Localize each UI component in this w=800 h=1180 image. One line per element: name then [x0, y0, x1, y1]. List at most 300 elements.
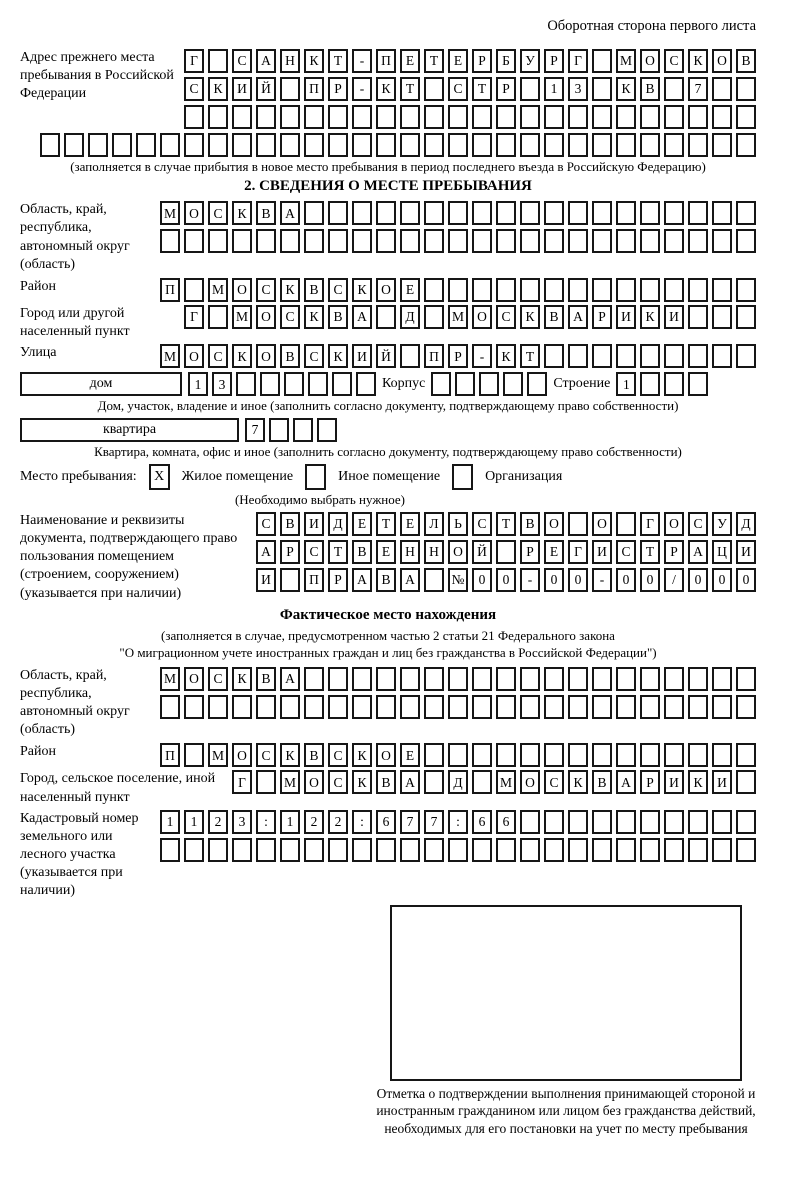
char-cell[interactable]: М — [616, 49, 636, 73]
char-cell[interactable] — [496, 838, 516, 862]
char-cell[interactable] — [688, 695, 708, 719]
char-cell[interactable]: 7 — [424, 810, 444, 834]
char-cell[interactable] — [472, 229, 492, 253]
char-cell[interactable]: 2 — [208, 810, 228, 834]
char-cell[interactable] — [712, 344, 732, 368]
char-cell[interactable]: 1 — [184, 810, 204, 834]
char-cell[interactable] — [400, 667, 420, 691]
char-cell[interactable]: К — [328, 344, 348, 368]
char-cell[interactable] — [352, 105, 372, 129]
char-cell[interactable]: И — [664, 770, 684, 794]
char-cell[interactable] — [448, 695, 468, 719]
char-cell[interactable] — [544, 278, 564, 302]
char-cell[interactable]: М — [280, 770, 300, 794]
char-cell[interactable] — [616, 810, 636, 834]
char-cell[interactable] — [592, 49, 612, 73]
char-cell[interactable]: В — [592, 770, 612, 794]
char-cell[interactable]: П — [160, 743, 180, 767]
char-cell[interactable]: П — [160, 278, 180, 302]
char-cell[interactable] — [448, 667, 468, 691]
char-cell[interactable]: Р — [496, 77, 516, 101]
char-cell[interactable]: О — [544, 512, 564, 536]
char-cell[interactable] — [448, 743, 468, 767]
char-cell[interactable] — [496, 540, 516, 564]
char-cell[interactable]: А — [616, 770, 636, 794]
char-cell[interactable] — [448, 201, 468, 225]
char-cell[interactable]: Д — [328, 512, 348, 536]
char-cell[interactable]: К — [352, 770, 372, 794]
char-cell[interactable]: С — [448, 77, 468, 101]
char-cell[interactable] — [232, 695, 252, 719]
char-cell[interactable]: С — [688, 512, 708, 536]
char-cell[interactable] — [592, 344, 612, 368]
char-cell[interactable] — [616, 105, 636, 129]
char-cell[interactable] — [736, 278, 756, 302]
char-cell[interactable]: К — [280, 743, 300, 767]
char-cell[interactable]: Б — [496, 49, 516, 73]
char-cell[interactable]: Ь — [448, 512, 468, 536]
char-cell[interactable] — [376, 838, 396, 862]
char-cell[interactable]: М — [160, 201, 180, 225]
char-cell[interactable]: Г — [568, 540, 588, 564]
char-cell[interactable] — [568, 105, 588, 129]
char-cell[interactable]: К — [304, 49, 324, 73]
char-cell[interactable] — [376, 229, 396, 253]
char-cell[interactable] — [472, 743, 492, 767]
char-cell[interactable] — [304, 201, 324, 225]
char-cell[interactable] — [280, 133, 300, 157]
char-cell[interactable]: - — [352, 77, 372, 101]
char-cell[interactable] — [688, 372, 708, 396]
char-cell[interactable] — [424, 568, 444, 592]
char-cell[interactable]: 0 — [472, 568, 492, 592]
char-cell[interactable]: С — [544, 770, 564, 794]
char-cell[interactable] — [352, 667, 372, 691]
char-cell[interactable] — [688, 743, 708, 767]
char-cell[interactable] — [688, 810, 708, 834]
char-cell[interactable]: Т — [328, 49, 348, 73]
char-cell[interactable]: - — [352, 49, 372, 73]
char-cell[interactable] — [256, 770, 276, 794]
char-cell[interactable] — [308, 372, 328, 396]
char-cell[interactable] — [592, 229, 612, 253]
char-cell[interactable]: Е — [400, 278, 420, 302]
char-cell[interactable] — [520, 105, 540, 129]
char-cell[interactable] — [304, 838, 324, 862]
char-cell[interactable] — [280, 838, 300, 862]
char-cell[interactable] — [424, 305, 444, 329]
char-cell[interactable] — [328, 105, 348, 129]
char-cell[interactable] — [352, 201, 372, 225]
char-cell[interactable] — [424, 133, 444, 157]
char-cell[interactable] — [88, 133, 108, 157]
char-cell[interactable]: С — [208, 667, 228, 691]
char-cell[interactable] — [616, 512, 636, 536]
char-cell[interactable] — [472, 838, 492, 862]
char-cell[interactable] — [688, 344, 708, 368]
char-cell[interactable] — [712, 229, 732, 253]
char-cell[interactable]: О — [232, 278, 252, 302]
char-cell[interactable]: Д — [448, 770, 468, 794]
char-cell[interactable]: - — [592, 568, 612, 592]
char-cell[interactable]: Р — [592, 305, 612, 329]
char-cell[interactable] — [640, 372, 660, 396]
char-cell[interactable] — [496, 201, 516, 225]
char-cell[interactable]: К — [352, 278, 372, 302]
char-cell[interactable] — [376, 133, 396, 157]
char-cell[interactable]: С — [616, 540, 636, 564]
char-cell[interactable]: С — [328, 278, 348, 302]
char-cell[interactable] — [448, 838, 468, 862]
char-cell[interactable] — [352, 838, 372, 862]
residence-checkbox-inoe[interactable] — [305, 464, 326, 490]
char-cell[interactable]: 2 — [328, 810, 348, 834]
char-cell[interactable]: И — [256, 568, 276, 592]
char-cell[interactable]: 0 — [712, 568, 732, 592]
char-cell[interactable] — [712, 695, 732, 719]
char-cell[interactable] — [592, 810, 612, 834]
char-cell[interactable] — [640, 344, 660, 368]
char-cell[interactable] — [688, 133, 708, 157]
char-cell[interactable] — [424, 201, 444, 225]
char-cell[interactable]: О — [592, 512, 612, 536]
char-cell[interactable]: М — [208, 278, 228, 302]
char-cell[interactable] — [400, 838, 420, 862]
char-cell[interactable]: Й — [472, 540, 492, 564]
char-cell[interactable] — [496, 278, 516, 302]
char-cell[interactable]: 1 — [544, 77, 564, 101]
char-cell[interactable]: Е — [400, 49, 420, 73]
char-cell[interactable] — [479, 372, 499, 396]
char-cell[interactable] — [208, 229, 228, 253]
char-cell[interactable]: А — [400, 770, 420, 794]
char-cell[interactable] — [568, 512, 588, 536]
char-cell[interactable]: Р — [640, 770, 660, 794]
char-cell[interactable] — [568, 229, 588, 253]
char-cell[interactable] — [664, 838, 684, 862]
char-cell[interactable] — [424, 278, 444, 302]
char-cell[interactable]: 7 — [400, 810, 420, 834]
char-cell[interactable]: И — [304, 512, 324, 536]
char-cell[interactable]: С — [304, 344, 324, 368]
char-cell[interactable]: В — [520, 512, 540, 536]
char-cell[interactable] — [232, 105, 252, 129]
char-cell[interactable] — [520, 667, 540, 691]
char-cell[interactable] — [503, 372, 523, 396]
char-cell[interactable]: Д — [736, 512, 756, 536]
char-cell[interactable]: И — [664, 305, 684, 329]
char-cell[interactable] — [712, 133, 732, 157]
char-cell[interactable]: С — [208, 344, 228, 368]
char-cell[interactable] — [328, 838, 348, 862]
char-cell[interactable] — [400, 229, 420, 253]
char-cell[interactable]: А — [352, 568, 372, 592]
char-cell[interactable]: Е — [544, 540, 564, 564]
char-cell[interactable] — [400, 344, 420, 368]
char-cell[interactable] — [664, 201, 684, 225]
char-cell[interactable] — [352, 695, 372, 719]
char-cell[interactable] — [448, 278, 468, 302]
char-cell[interactable]: О — [376, 743, 396, 767]
char-cell[interactable]: Н — [280, 49, 300, 73]
char-cell[interactable] — [232, 229, 252, 253]
char-cell[interactable] — [424, 695, 444, 719]
char-cell[interactable] — [640, 667, 660, 691]
char-cell[interactable]: О — [472, 305, 492, 329]
char-cell[interactable] — [616, 838, 636, 862]
char-cell[interactable]: 1 — [280, 810, 300, 834]
char-cell[interactable] — [568, 810, 588, 834]
char-cell[interactable] — [592, 105, 612, 129]
char-cell[interactable] — [712, 201, 732, 225]
char-cell[interactable]: У — [712, 512, 732, 536]
char-cell[interactable] — [496, 105, 516, 129]
char-cell[interactable]: И — [232, 77, 252, 101]
char-cell[interactable]: М — [208, 743, 228, 767]
apartment-type-box[interactable]: квартира — [20, 418, 239, 442]
char-cell[interactable]: 3 — [212, 372, 232, 396]
char-cell[interactable] — [568, 278, 588, 302]
char-cell[interactable] — [544, 229, 564, 253]
char-cell[interactable]: С — [472, 512, 492, 536]
char-cell[interactable]: В — [640, 77, 660, 101]
char-cell[interactable] — [736, 201, 756, 225]
char-cell[interactable]: 0 — [616, 568, 636, 592]
char-cell[interactable] — [160, 133, 180, 157]
char-cell[interactable]: С — [256, 278, 276, 302]
char-cell[interactable]: Р — [448, 344, 468, 368]
char-cell[interactable]: К — [232, 667, 252, 691]
char-cell[interactable]: Е — [400, 512, 420, 536]
char-cell[interactable] — [568, 743, 588, 767]
char-cell[interactable]: С — [256, 743, 276, 767]
char-cell[interactable]: О — [184, 201, 204, 225]
char-cell[interactable] — [664, 810, 684, 834]
char-cell[interactable] — [424, 743, 444, 767]
char-cell[interactable]: В — [256, 201, 276, 225]
char-cell[interactable]: Р — [544, 49, 564, 73]
char-cell[interactable]: С — [184, 77, 204, 101]
char-cell[interactable] — [184, 838, 204, 862]
char-cell[interactable]: К — [304, 305, 324, 329]
char-cell[interactable] — [592, 278, 612, 302]
char-cell[interactable] — [232, 133, 252, 157]
char-cell[interactable] — [280, 105, 300, 129]
char-cell[interactable]: 2 — [304, 810, 324, 834]
char-cell[interactable]: 6 — [496, 810, 516, 834]
char-cell[interactable] — [317, 418, 337, 442]
char-cell[interactable] — [328, 201, 348, 225]
char-cell[interactable]: К — [568, 770, 588, 794]
char-cell[interactable] — [472, 201, 492, 225]
char-cell[interactable] — [712, 838, 732, 862]
char-cell[interactable]: 0 — [640, 568, 660, 592]
char-cell[interactable]: С — [232, 49, 252, 73]
char-cell[interactable] — [688, 201, 708, 225]
char-cell[interactable] — [664, 344, 684, 368]
char-cell[interactable] — [260, 372, 280, 396]
char-cell[interactable]: Т — [424, 49, 444, 73]
char-cell[interactable] — [592, 695, 612, 719]
char-cell[interactable] — [664, 743, 684, 767]
char-cell[interactable]: О — [304, 770, 324, 794]
char-cell[interactable] — [256, 133, 276, 157]
char-cell[interactable] — [688, 838, 708, 862]
char-cell[interactable]: С — [208, 201, 228, 225]
char-cell[interactable] — [328, 695, 348, 719]
char-cell[interactable]: 6 — [376, 810, 396, 834]
char-cell[interactable] — [712, 77, 732, 101]
char-cell[interactable]: Т — [496, 512, 516, 536]
char-cell[interactable]: 0 — [688, 568, 708, 592]
char-cell[interactable] — [376, 305, 396, 329]
char-cell[interactable]: В — [736, 49, 756, 73]
char-cell[interactable] — [376, 667, 396, 691]
char-cell[interactable] — [544, 344, 564, 368]
char-cell[interactable] — [736, 743, 756, 767]
char-cell[interactable]: А — [256, 49, 276, 73]
char-cell[interactable] — [640, 229, 660, 253]
char-cell[interactable]: - — [520, 568, 540, 592]
char-cell[interactable] — [712, 278, 732, 302]
char-cell[interactable] — [520, 77, 540, 101]
char-cell[interactable]: : — [448, 810, 468, 834]
char-cell[interactable]: С — [256, 512, 276, 536]
char-cell[interactable]: В — [280, 512, 300, 536]
char-cell[interactable]: В — [304, 278, 324, 302]
char-cell[interactable] — [256, 695, 276, 719]
char-cell[interactable] — [640, 695, 660, 719]
char-cell[interactable] — [568, 667, 588, 691]
char-cell[interactable]: О — [448, 540, 468, 564]
char-cell[interactable] — [160, 229, 180, 253]
char-cell[interactable]: М — [160, 344, 180, 368]
char-cell[interactable] — [424, 667, 444, 691]
char-cell[interactable] — [328, 229, 348, 253]
char-cell[interactable] — [184, 105, 204, 129]
char-cell[interactable]: С — [280, 305, 300, 329]
char-cell[interactable]: Т — [472, 77, 492, 101]
char-cell[interactable] — [592, 201, 612, 225]
char-cell[interactable]: 1 — [616, 372, 636, 396]
char-cell[interactable] — [568, 695, 588, 719]
char-cell[interactable]: Г — [568, 49, 588, 73]
char-cell[interactable]: 0 — [544, 568, 564, 592]
char-cell[interactable]: Г — [640, 512, 660, 536]
char-cell[interactable]: Ц — [712, 540, 732, 564]
char-cell[interactable]: О — [184, 344, 204, 368]
char-cell[interactable] — [736, 344, 756, 368]
char-cell[interactable] — [736, 695, 756, 719]
char-cell[interactable]: А — [400, 568, 420, 592]
char-cell[interactable] — [496, 229, 516, 253]
char-cell[interactable]: У — [520, 49, 540, 73]
char-cell[interactable]: С — [664, 49, 684, 73]
char-cell[interactable] — [736, 133, 756, 157]
char-cell[interactable] — [376, 201, 396, 225]
char-cell[interactable]: Р — [472, 49, 492, 73]
char-cell[interactable]: Й — [256, 77, 276, 101]
char-cell[interactable]: : — [256, 810, 276, 834]
char-cell[interactable]: Л — [424, 512, 444, 536]
char-cell[interactable]: К — [280, 278, 300, 302]
char-cell[interactable] — [472, 667, 492, 691]
char-cell[interactable]: В — [544, 305, 564, 329]
char-cell[interactable] — [520, 229, 540, 253]
char-cell[interactable]: В — [280, 344, 300, 368]
char-cell[interactable] — [688, 667, 708, 691]
char-cell[interactable]: Р — [664, 540, 684, 564]
char-cell[interactable] — [496, 133, 516, 157]
char-cell[interactable] — [304, 667, 324, 691]
char-cell[interactable]: О — [184, 667, 204, 691]
char-cell[interactable] — [136, 133, 156, 157]
char-cell[interactable]: О — [256, 305, 276, 329]
char-cell[interactable]: М — [448, 305, 468, 329]
char-cell[interactable] — [520, 838, 540, 862]
char-cell[interactable] — [688, 105, 708, 129]
char-cell[interactable] — [736, 667, 756, 691]
char-cell[interactable] — [496, 667, 516, 691]
char-cell[interactable]: А — [256, 540, 276, 564]
char-cell[interactable]: А — [280, 667, 300, 691]
char-cell[interactable] — [424, 229, 444, 253]
char-cell[interactable] — [568, 838, 588, 862]
char-cell[interactable] — [280, 568, 300, 592]
char-cell[interactable]: В — [376, 770, 396, 794]
char-cell[interactable] — [640, 201, 660, 225]
char-cell[interactable]: Д — [400, 305, 420, 329]
char-cell[interactable] — [232, 838, 252, 862]
char-cell[interactable]: Р — [280, 540, 300, 564]
char-cell[interactable]: К — [640, 305, 660, 329]
char-cell[interactable]: К — [232, 344, 252, 368]
char-cell[interactable]: П — [304, 568, 324, 592]
char-cell[interactable] — [592, 743, 612, 767]
char-cell[interactable]: В — [256, 667, 276, 691]
char-cell[interactable] — [160, 695, 180, 719]
char-cell[interactable] — [616, 278, 636, 302]
char-cell[interactable] — [688, 229, 708, 253]
char-cell[interactable] — [304, 105, 324, 129]
char-cell[interactable]: И — [712, 770, 732, 794]
char-cell[interactable]: Р — [328, 568, 348, 592]
char-cell[interactable] — [448, 105, 468, 129]
char-cell[interactable] — [208, 305, 228, 329]
char-cell[interactable] — [284, 372, 304, 396]
char-cell[interactable] — [400, 133, 420, 157]
char-cell[interactable] — [356, 372, 376, 396]
char-cell[interactable] — [184, 695, 204, 719]
char-cell[interactable]: Т — [520, 344, 540, 368]
char-cell[interactable] — [568, 344, 588, 368]
char-cell[interactable] — [256, 105, 276, 129]
char-cell[interactable] — [400, 201, 420, 225]
char-cell[interactable]: И — [592, 540, 612, 564]
char-cell[interactable] — [520, 743, 540, 767]
char-cell[interactable]: К — [520, 305, 540, 329]
char-cell[interactable]: 1 — [188, 372, 208, 396]
char-cell[interactable] — [448, 133, 468, 157]
char-cell[interactable] — [640, 810, 660, 834]
char-cell[interactable]: Е — [400, 743, 420, 767]
char-cell[interactable] — [640, 838, 660, 862]
char-cell[interactable]: Р — [328, 77, 348, 101]
char-cell[interactable]: С — [328, 743, 348, 767]
char-cell[interactable] — [496, 695, 516, 719]
char-cell[interactable] — [64, 133, 84, 157]
char-cell[interactable]: Е — [352, 512, 372, 536]
